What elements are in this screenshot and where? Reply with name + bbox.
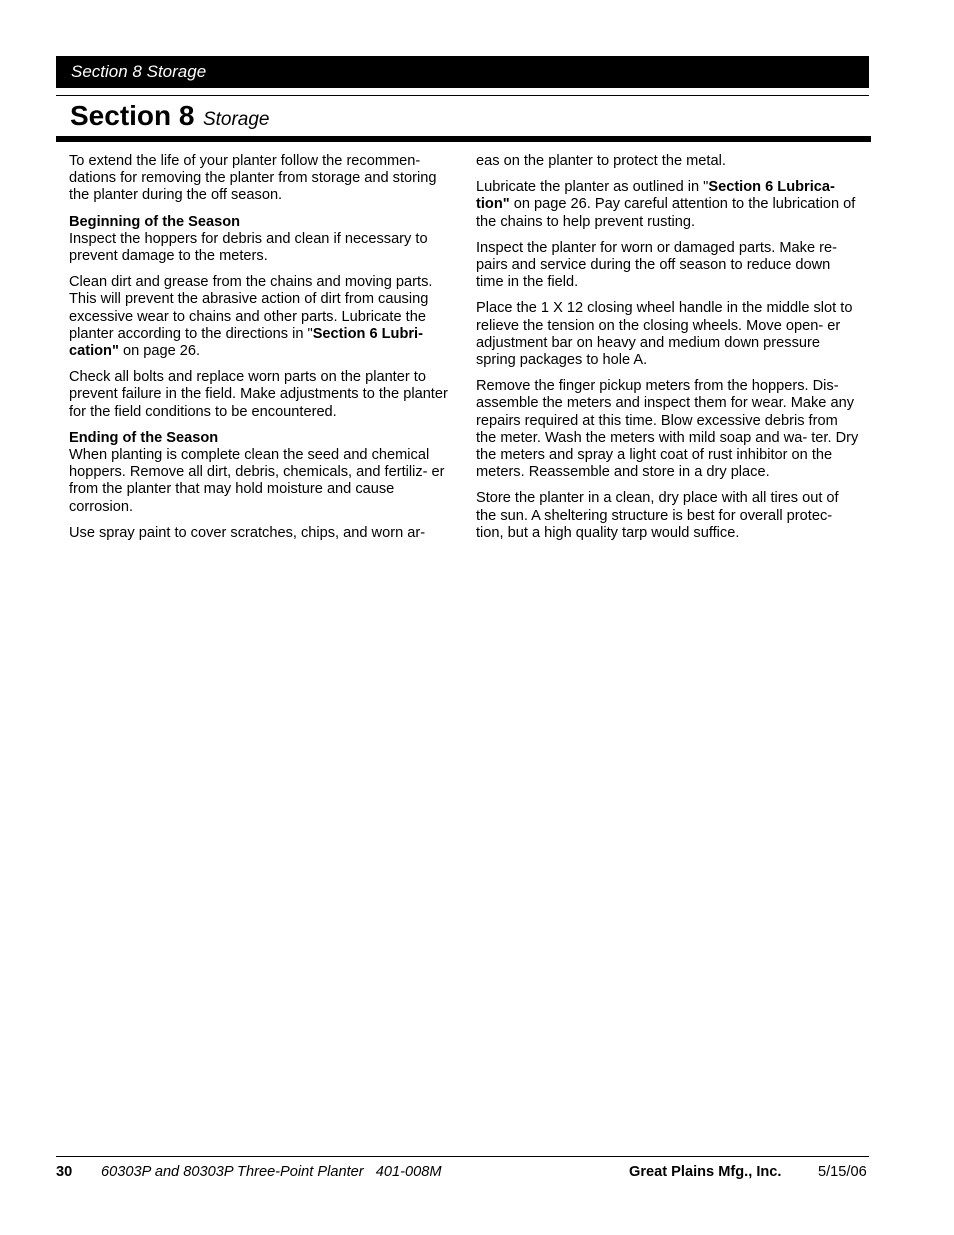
ending-paragraph-2: Use spray paint to cover scratches, chips, and worn ar- (69, 524, 426, 541)
right-column (476, 153, 860, 551)
intro-paragraph: To extend the life of your planter follow the recommen- dations for removing the planter from storage and storing the planter during the off season. (69, 153, 437, 204)
right-paragraph-3: Inspect the planter for worn or damaged parts. Make re- pairs and service during the off season to reduce down time in the field. (476, 239, 837, 291)
section-6-reference: Section 6 Lubri- cation" (69, 325, 423, 360)
title-rule (56, 136, 871, 142)
beginning-paragraph-2: Clean dirt and grease from the chains and moving parts. This will prevent the abrasive action of dirt from causing excessive wear to chains and other parts. Lubricate the planter according to the directions in "Section 6 Lubri- cation" on page 26. (69, 274, 433, 360)
right-paragraph-1: eas on the planter to protect the metal. (476, 153, 726, 169)
title-sub: Storage (202, 109, 270, 130)
footer-rule (56, 1156, 869, 1157)
document-title: 60303P and 80303P Three-Point Planter 401-008M (101, 1164, 442, 1180)
section-6-reference: Section 6 Lubrica- tion" (476, 179, 835, 213)
section-header-bar (56, 56, 869, 88)
section-header-text: Section 8 Storage (71, 62, 207, 81)
right-paragraph-2: Lubricate the planter as outlined in "Section 6 Lubrica- tion" on page 26. Pay careful attention to the lubrication of the chains to help prevent rusting. (476, 179, 856, 230)
right-paragraph-4: Place the 1 X 12 closing wheel handle in the middle slot to relieve the tension on the closing wheels. Move open- er adjustment bar on heavy and medium down pressure spring packages to hole A. (476, 300, 853, 369)
left-column (69, 153, 451, 551)
company-name: Great Plains Mfg., Inc. (629, 1164, 782, 1180)
title-main: Section 8 (70, 100, 195, 131)
beginning-paragraph-3: Check all bolts and replace worn parts on the planter to prevent failure in the field. Make adjustments to the planter for the field conditions to be encountered. (69, 369, 448, 420)
ending-paragraph-1: When planting is complete clean the seed and chemical hoppers. Remove all dirt, debris, chemicals, and fertiliz- er from the planter that may hold moisture and cause corrosion. (69, 447, 445, 515)
header-rule (56, 95, 869, 96)
ending-heading: Ending of the Season (69, 429, 219, 446)
right-paragraph-5: Remove the finger pickup meters from the hoppers. Dis- assemble the meters and inspect them for wear. Make any repairs required at this time. Blow excessive debris from the meter. Wash the meters with mild soap and wa- ter. Dry the meters and spray a light coat of rust inhibitor on the meters. Reassemble and store in a dry place. (476, 378, 859, 481)
right-paragraph-6: Store the planter in a clean, dry place with all tires out of the sun. A sheltering structure is best for overall protec- tion, but a high quality tarp would suffice. (476, 490, 839, 541)
beginning-heading: Beginning of the Season (69, 213, 241, 230)
beginning-paragraph-1: Inspect the hoppers for debris and clean if necessary to prevent damage to the meters. (69, 230, 428, 265)
page-title (70, 100, 269, 132)
document-date: 5/15/06 (818, 1164, 867, 1180)
page-number: 30 (56, 1164, 73, 1180)
